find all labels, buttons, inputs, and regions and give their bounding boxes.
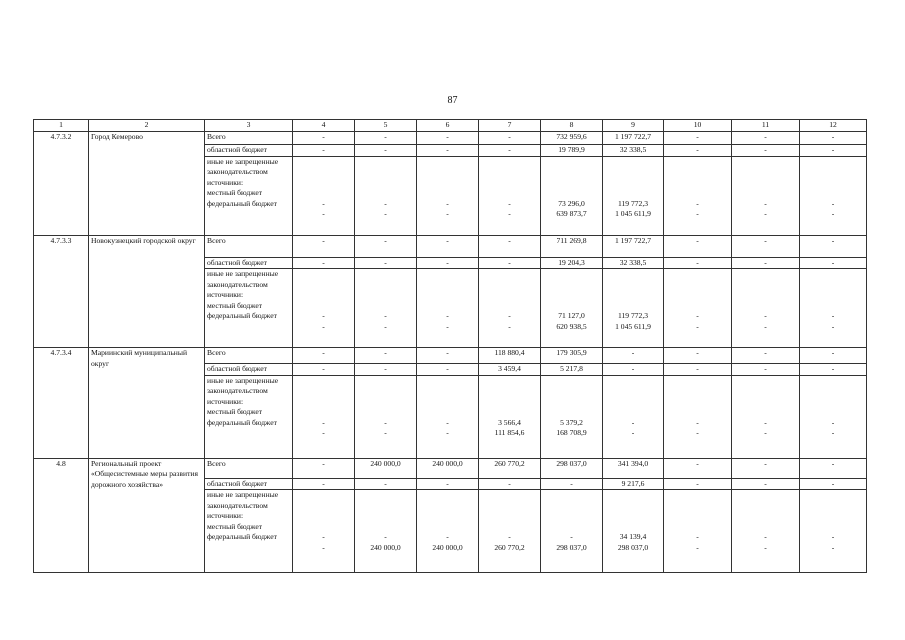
cell-other-sources [479,490,541,573]
cell-regional: - [800,257,867,269]
cell-regional: - [664,478,732,490]
cell-federal: - [384,209,387,218]
cell-local: 3 566,4 [498,417,521,427]
column-header-12: 12 [800,120,867,132]
cell-regional: 3 459,4 [479,364,541,376]
cell-local: - [322,417,325,427]
cell-total: - [732,132,800,145]
column-header-5: 5 [355,120,417,132]
section-code: 4.8 [34,458,89,573]
cell-total: - [293,235,355,257]
cell-total: - [800,458,867,478]
budget-table [33,119,867,573]
cell-other-sources [417,490,479,573]
cell-total: - [355,132,417,145]
cell-federal: - [831,209,835,218]
cell-local: - [764,532,767,541]
cell-regional: - [800,478,867,490]
cell-total: - [417,348,479,364]
cell-other-sources [293,156,355,235]
cell-local: 119 772,3 [617,311,649,320]
cell-other-sources [603,156,664,235]
cell-local: - [508,311,511,320]
cell-total: - [293,458,355,478]
cell-federal: - [508,321,511,331]
cell-federal: - [631,428,635,437]
cell-other-sources [355,375,417,458]
cell-local: - [696,417,699,427]
cell-local: - [384,198,387,208]
cell-local: - [696,198,699,208]
column-header-3: 3 [205,120,293,132]
cell-local: - [384,311,387,320]
cell-federal: 298 037,0 [617,542,649,552]
cell-local: 5 379,2 [560,417,583,427]
cell-federal: - [322,542,325,552]
cell-local: 34 139,4 [619,532,647,541]
cell-federal: - [764,428,767,437]
cell-local: - [764,417,767,427]
other-sources-label: иные не запрещенные законодательством источники: [207,375,279,406]
cell-other-sources [732,269,800,348]
cell-other-sources [355,490,417,573]
section-name: Региональный проект «Общесистемные меры развития дорожного хозяйства» [89,458,205,573]
cell-local: - [764,311,767,320]
cell-regional: - [293,364,355,376]
source-label-other [205,269,293,348]
federal-budget-label: федеральный бюджет [207,311,277,320]
cell-other-sources [664,375,732,458]
cell-regional: - [355,364,417,376]
cell-other-sources [355,269,417,348]
local-budget-label: местный бюджет [207,521,263,531]
cell-other-sources [479,156,541,235]
cell-other-sources [664,156,732,235]
cell-regional: - [355,478,417,490]
column-header-2: 2 [89,120,205,132]
cell-other-sources [479,375,541,458]
other-sources-label: иные не запрещенные законодательством источники: [207,490,279,520]
cell-local: - [831,311,835,320]
cell-local: - [764,198,767,208]
cell-total: - [664,348,732,364]
cell-regional: - [800,145,867,157]
cell-total: - [355,348,417,364]
cell-local: - [446,311,449,320]
cell-regional: - [417,145,479,157]
cell-local: - [696,532,699,541]
cell-local: - [831,417,835,427]
cell-other-sources [417,156,479,235]
cell-total: - [293,348,355,364]
cell-other-sources [479,269,541,348]
cell-total: - [800,348,867,364]
cell-regional: 32 338,5 [603,257,664,269]
cell-other-sources [664,269,732,348]
column-header-1: 1 [34,120,89,132]
cell-federal: - [696,428,699,437]
cell-federal: 1 045 611,9 [615,209,651,218]
section-name: Мариинский муниципальный округ [89,348,205,459]
cell-other-sources [293,490,355,573]
federal-budget-label: федеральный бюджет [207,417,277,427]
local-budget-label: местный бюджет [207,407,263,416]
cell-total: - [800,235,867,257]
cell-other-sources [417,269,479,348]
cell-total: - [664,235,732,257]
cell-regional: - [732,257,800,269]
cell-federal: 168 708,9 [556,428,587,437]
cell-total: 240 000,0 [417,458,479,478]
cell-regional: - [541,478,603,490]
cell-federal: - [764,321,767,331]
cell-federal: - [446,209,449,218]
cell-federal: - [831,542,835,552]
cell-total: 240 000,0 [355,458,417,478]
cell-regional: - [417,257,479,269]
cell-federal: 240 000,0 [370,542,401,552]
cell-local: - [696,311,699,320]
section-code: 4.7.3.3 [34,235,89,348]
cell-federal: 1 045 611,9 [615,321,651,331]
cell-total: - [417,235,479,257]
cell-local: - [384,417,387,427]
cell-federal: - [508,209,511,218]
source-label-regional: областной бюджет [205,364,293,376]
cell-federal: 298 037,0 [556,542,587,552]
source-label-other [205,156,293,235]
table-row [34,348,867,364]
cell-local: 119 772,3 [617,198,649,208]
cell-total: - [732,458,800,478]
cell-regional: - [417,364,479,376]
cell-total: - [479,235,541,257]
cell-total: 179 305,9 [541,348,603,364]
cell-other-sources [541,269,603,348]
cell-total: - [732,235,800,257]
cell-regional: - [417,478,479,490]
cell-local: - [831,532,835,541]
column-header-6: 6 [417,120,479,132]
cell-other-sources [732,375,800,458]
cell-local: - [384,532,387,541]
section-name: Город Кемерово [89,132,205,236]
cell-other-sources [603,375,664,458]
cell-federal: - [696,321,699,331]
cell-regional: - [664,145,732,157]
cell-federal: - [322,428,325,437]
cell-local: 73 296,0 [558,198,585,208]
cell-regional: - [293,145,355,157]
cell-other-sources [800,269,867,348]
table-row [34,132,867,145]
cell-total: 341 394,0 [603,458,664,478]
cell-regional: - [732,364,800,376]
table-body [34,132,867,573]
cell-regional: 19 789,9 [541,145,603,157]
cell-regional: 32 338,5 [603,145,664,157]
cell-federal: - [696,542,699,552]
source-label-total: Всего [205,348,293,364]
cell-total: 1 197 722,7 [603,235,664,257]
federal-budget-label: федеральный бюджет [207,532,277,541]
cell-total: - [732,348,800,364]
cell-local: - [446,198,449,208]
cell-regional: - [732,478,800,490]
cell-local: - [322,198,325,208]
header-row [34,120,867,132]
cell-regional: 19 204,3 [541,257,603,269]
source-label-total: Всего [205,235,293,257]
cell-total: - [800,132,867,145]
federal-budget-label: федеральный бюджет [207,198,277,208]
cell-total: - [664,458,732,478]
cell-other-sources [664,490,732,573]
cell-other-sources [800,490,867,573]
cell-federal: - [831,321,835,331]
local-budget-label: местный бюджет [207,188,263,197]
cell-regional: - [293,257,355,269]
cell-total: - [603,348,664,364]
cell-other-sources [541,156,603,235]
column-header-10: 10 [664,120,732,132]
source-label-other [205,490,293,573]
cell-total: - [664,132,732,145]
source-label-other [205,375,293,458]
cell-federal: 240 000,0 [432,542,463,552]
cell-other-sources [603,269,664,348]
section-name: Новокузнецкий городской округ [89,235,205,348]
cell-other-sources [732,156,800,235]
cell-local: - [570,532,573,541]
cell-federal: - [446,321,449,331]
cell-other-sources [293,375,355,458]
column-header-8: 8 [541,120,603,132]
cell-local: - [631,417,635,427]
cell-total: - [479,132,541,145]
local-budget-label: местный бюджет [207,300,263,310]
cell-total: 298 037,0 [541,458,603,478]
cell-other-sources [732,490,800,573]
cell-other-sources [417,375,479,458]
column-header-4: 4 [293,120,355,132]
other-sources-label: иные не запрещенные законодательством источники: [207,156,279,187]
column-header-9: 9 [603,120,664,132]
cell-total: 118 880,4 [479,348,541,364]
cell-local: - [322,311,325,320]
table-row [34,235,867,257]
cell-total: - [293,132,355,145]
cell-total: - [417,132,479,145]
cell-other-sources [541,375,603,458]
cell-federal: 111 854,6 [494,428,525,437]
source-label-total: Всего [205,458,293,478]
cell-local: 71 127,0 [558,311,585,320]
page-number: 87 [447,95,458,106]
cell-federal: - [764,542,767,552]
cell-local: - [322,532,325,541]
cell-regional: - [479,145,541,157]
source-label-total: Всего [205,132,293,145]
column-header-7: 7 [479,120,541,132]
cell-regional: - [800,364,867,376]
source-label-regional: областной бюджет [205,145,293,157]
cell-federal: 639 873,7 [556,209,587,218]
cell-regional: - [603,364,664,376]
cell-federal: - [322,209,325,218]
cell-other-sources [603,490,664,573]
cell-federal: 620 938,5 [556,321,587,331]
cell-regional: - [355,145,417,157]
cell-local: - [508,198,511,208]
cell-regional: 5 217,8 [541,364,603,376]
section-code: 4.7.3.4 [34,348,89,459]
cell-local: - [508,532,511,541]
cell-regional: - [732,145,800,157]
cell-total: 711 269,8 [541,235,603,257]
cell-local: - [446,417,449,427]
cell-total: 1 197 722,7 [603,132,664,145]
cell-total: - [355,235,417,257]
cell-federal: 260 770,2 [494,542,525,552]
cell-regional: - [664,364,732,376]
cell-federal: - [384,321,387,331]
cell-local: - [831,198,835,208]
cell-other-sources [293,269,355,348]
column-header-11: 11 [732,120,800,132]
cell-other-sources [800,156,867,235]
cell-other-sources [355,156,417,235]
cell-federal: - [764,209,767,218]
cell-total: 260 770,2 [479,458,541,478]
cell-federal: - [322,321,325,331]
cell-regional: - [355,257,417,269]
cell-other-sources [800,375,867,458]
cell-regional: - [479,257,541,269]
cell-regional: - [293,478,355,490]
source-label-regional: областной бюджет [205,478,293,490]
section-code: 4.7.3.2 [34,132,89,236]
cell-regional: - [479,478,541,490]
cell-federal: - [384,428,387,437]
other-sources-label: иные не запрещенные законодательством источники: [207,269,279,299]
cell-other-sources [541,490,603,573]
cell-regional: 9 217,6 [603,478,664,490]
cell-federal: - [446,428,449,437]
source-label-regional: областной бюджет [205,257,293,269]
cell-local: - [446,532,449,541]
table-row [34,458,867,478]
cell-federal: - [831,428,835,437]
cell-federal: - [696,209,699,218]
cell-total: 732 959,6 [541,132,603,145]
cell-regional: - [664,257,732,269]
